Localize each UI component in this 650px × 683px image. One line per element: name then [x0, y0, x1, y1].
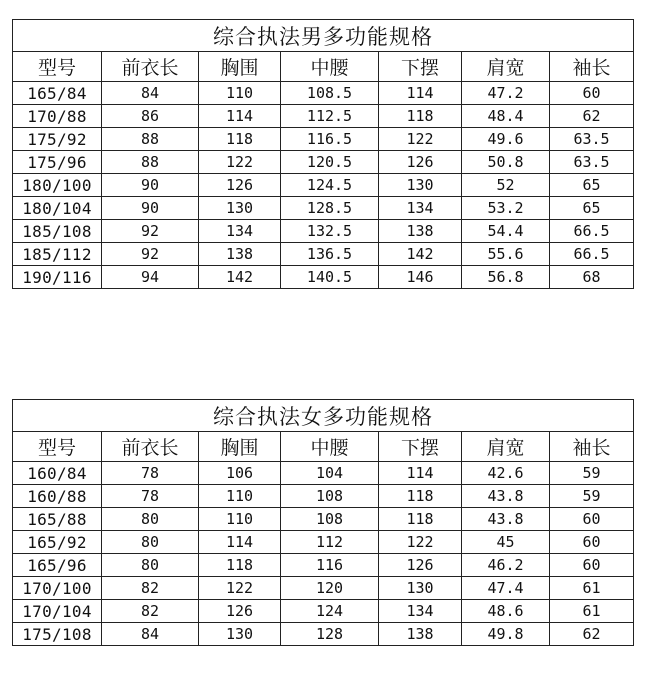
- cell-front-length: 80: [102, 554, 199, 577]
- cell-sleeve-length: 60: [550, 531, 634, 554]
- cell-model: 165/84: [13, 82, 102, 105]
- cell-shoulder-width: 43.8: [462, 485, 550, 508]
- table-row: [13, 197, 634, 220]
- cell-waist: 112.5: [281, 105, 379, 128]
- header-row: [13, 52, 634, 82]
- cell-chest: 134: [199, 220, 281, 243]
- column-header-chest: 胸围: [199, 432, 281, 462]
- cell-model: 165/96: [13, 554, 102, 577]
- cell-front-length: 82: [102, 577, 199, 600]
- column-header-hem: 下摆: [379, 432, 462, 462]
- column-header-hem: 下摆: [379, 52, 462, 82]
- cell-sleeve-length: 61: [550, 577, 634, 600]
- cell-waist: 128: [281, 623, 379, 646]
- cell-sleeve-length: 66.5: [550, 243, 634, 266]
- column-header-front-length: 前衣长: [102, 432, 199, 462]
- cell-model: 170/104: [13, 600, 102, 623]
- column-header-model: 型号: [13, 52, 102, 82]
- cell-front-length: 90: [102, 197, 199, 220]
- table-row: [13, 128, 634, 151]
- cell-model: 175/108: [13, 623, 102, 646]
- column-header-model: 型号: [13, 432, 102, 462]
- cell-hem: 130: [379, 577, 462, 600]
- cell-waist: 108: [281, 485, 379, 508]
- table-row: [13, 531, 634, 554]
- cell-model: 160/88: [13, 485, 102, 508]
- cell-waist: 104: [281, 462, 379, 485]
- cell-front-length: 80: [102, 531, 199, 554]
- cell-shoulder-width: 56.8: [462, 266, 550, 289]
- table-row: [13, 554, 634, 577]
- column-header-waist: 中腰: [281, 432, 379, 462]
- table-row: [13, 82, 634, 105]
- cell-front-length: 88: [102, 151, 199, 174]
- cell-waist: 140.5: [281, 266, 379, 289]
- cell-chest: 142: [199, 266, 281, 289]
- column-header-shoulder-width: 肩宽: [462, 432, 550, 462]
- cell-front-length: 92: [102, 243, 199, 266]
- cell-hem: 138: [379, 623, 462, 646]
- table-row: [13, 600, 634, 623]
- cell-front-length: 90: [102, 174, 199, 197]
- cell-model: 165/88: [13, 508, 102, 531]
- cell-hem: 114: [379, 462, 462, 485]
- cell-model: 170/100: [13, 577, 102, 600]
- cell-chest: 114: [199, 105, 281, 128]
- cell-sleeve-length: 66.5: [550, 220, 634, 243]
- cell-shoulder-width: 55.6: [462, 243, 550, 266]
- cell-chest: 122: [199, 151, 281, 174]
- table-row: [13, 105, 634, 128]
- cell-waist: 132.5: [281, 220, 379, 243]
- cell-sleeve-length: 60: [550, 508, 634, 531]
- table-row: [13, 151, 634, 174]
- table-row: [13, 220, 634, 243]
- cell-waist: 112: [281, 531, 379, 554]
- table-row: [13, 508, 634, 531]
- cell-waist: 120.5: [281, 151, 379, 174]
- table-body: [13, 82, 634, 289]
- cell-waist: 128.5: [281, 197, 379, 220]
- cell-waist: 108: [281, 508, 379, 531]
- cell-chest: 126: [199, 600, 281, 623]
- title-row: [13, 400, 634, 432]
- cell-sleeve-length: 59: [550, 485, 634, 508]
- cell-shoulder-width: 52: [462, 174, 550, 197]
- cell-model: 185/108: [13, 220, 102, 243]
- column-header-sleeve-length: 袖长: [550, 432, 634, 462]
- cell-chest: 110: [199, 508, 281, 531]
- cell-shoulder-width: 46.2: [462, 554, 550, 577]
- cell-shoulder-width: 49.8: [462, 623, 550, 646]
- cell-sleeve-length: 62: [550, 105, 634, 128]
- cell-model: 180/104: [13, 197, 102, 220]
- cell-waist: 108.5: [281, 82, 379, 105]
- cell-waist: 136.5: [281, 243, 379, 266]
- men-size-table: [12, 19, 634, 289]
- cell-shoulder-width: 45: [462, 531, 550, 554]
- cell-sleeve-length: 61: [550, 600, 634, 623]
- cell-sleeve-length: 68: [550, 266, 634, 289]
- table-title: 综合执法男多功能规格: [13, 20, 634, 52]
- header-row: [13, 432, 634, 462]
- cell-sleeve-length: 60: [550, 82, 634, 105]
- cell-hem: 118: [379, 105, 462, 128]
- cell-front-length: 78: [102, 485, 199, 508]
- table-row: [13, 462, 634, 485]
- cell-chest: 122: [199, 577, 281, 600]
- cell-model: 175/92: [13, 128, 102, 151]
- cell-front-length: 84: [102, 82, 199, 105]
- cell-hem: 122: [379, 531, 462, 554]
- table-row: [13, 485, 634, 508]
- cell-model: 165/92: [13, 531, 102, 554]
- column-header-chest: 胸围: [199, 52, 281, 82]
- cell-chest: 106: [199, 462, 281, 485]
- cell-shoulder-width: 48.4: [462, 105, 550, 128]
- cell-front-length: 86: [102, 105, 199, 128]
- cell-shoulder-width: 50.8: [462, 151, 550, 174]
- title-row: [13, 20, 634, 52]
- cell-chest: 118: [199, 554, 281, 577]
- cell-sleeve-length: 60: [550, 554, 634, 577]
- cell-hem: 142: [379, 243, 462, 266]
- cell-chest: 110: [199, 82, 281, 105]
- cell-shoulder-width: 53.2: [462, 197, 550, 220]
- cell-shoulder-width: 47.4: [462, 577, 550, 600]
- cell-front-length: 84: [102, 623, 199, 646]
- cell-front-length: 78: [102, 462, 199, 485]
- cell-hem: 138: [379, 220, 462, 243]
- cell-hem: 134: [379, 197, 462, 220]
- cell-waist: 124: [281, 600, 379, 623]
- cell-hem: 118: [379, 508, 462, 531]
- cell-hem: 118: [379, 485, 462, 508]
- cell-model: 180/100: [13, 174, 102, 197]
- cell-chest: 130: [199, 623, 281, 646]
- cell-model: 160/84: [13, 462, 102, 485]
- cell-chest: 118: [199, 128, 281, 151]
- cell-waist: 116.5: [281, 128, 379, 151]
- cell-chest: 130: [199, 197, 281, 220]
- column-header-waist: 中腰: [281, 52, 379, 82]
- cell-front-length: 80: [102, 508, 199, 531]
- table-body: [13, 462, 634, 646]
- cell-model: 185/112: [13, 243, 102, 266]
- cell-sleeve-length: 59: [550, 462, 634, 485]
- cell-sleeve-length: 63.5: [550, 151, 634, 174]
- column-header-shoulder-width: 肩宽: [462, 52, 550, 82]
- cell-front-length: 88: [102, 128, 199, 151]
- cell-hem: 122: [379, 128, 462, 151]
- cell-shoulder-width: 48.6: [462, 600, 550, 623]
- cell-shoulder-width: 54.4: [462, 220, 550, 243]
- cell-sleeve-length: 62: [550, 623, 634, 646]
- table-row: [13, 266, 634, 289]
- cell-waist: 124.5: [281, 174, 379, 197]
- cell-hem: 126: [379, 554, 462, 577]
- table-row: [13, 623, 634, 646]
- cell-chest: 110: [199, 485, 281, 508]
- cell-shoulder-width: 42.6: [462, 462, 550, 485]
- cell-front-length: 94: [102, 266, 199, 289]
- cell-front-length: 82: [102, 600, 199, 623]
- cell-model: 175/96: [13, 151, 102, 174]
- column-header-sleeve-length: 袖长: [550, 52, 634, 82]
- column-header-front-length: 前衣长: [102, 52, 199, 82]
- cell-front-length: 92: [102, 220, 199, 243]
- cell-shoulder-width: 49.6: [462, 128, 550, 151]
- cell-model: 190/116: [13, 266, 102, 289]
- cell-chest: 138: [199, 243, 281, 266]
- table-row: [13, 577, 634, 600]
- cell-model: 170/88: [13, 105, 102, 128]
- cell-hem: 126: [379, 151, 462, 174]
- cell-hem: 130: [379, 174, 462, 197]
- table-row: [13, 174, 634, 197]
- cell-waist: 116: [281, 554, 379, 577]
- cell-waist: 120: [281, 577, 379, 600]
- cell-hem: 114: [379, 82, 462, 105]
- cell-sleeve-length: 65: [550, 197, 634, 220]
- cell-hem: 146: [379, 266, 462, 289]
- cell-shoulder-width: 47.2: [462, 82, 550, 105]
- table-title: 综合执法女多功能规格: [13, 400, 634, 432]
- cell-hem: 134: [379, 600, 462, 623]
- cell-shoulder-width: 43.8: [462, 508, 550, 531]
- cell-sleeve-length: 63.5: [550, 128, 634, 151]
- cell-chest: 126: [199, 174, 281, 197]
- cell-sleeve-length: 65: [550, 174, 634, 197]
- cell-chest: 114: [199, 531, 281, 554]
- table-row: [13, 243, 634, 266]
- women-size-table: [12, 399, 634, 646]
